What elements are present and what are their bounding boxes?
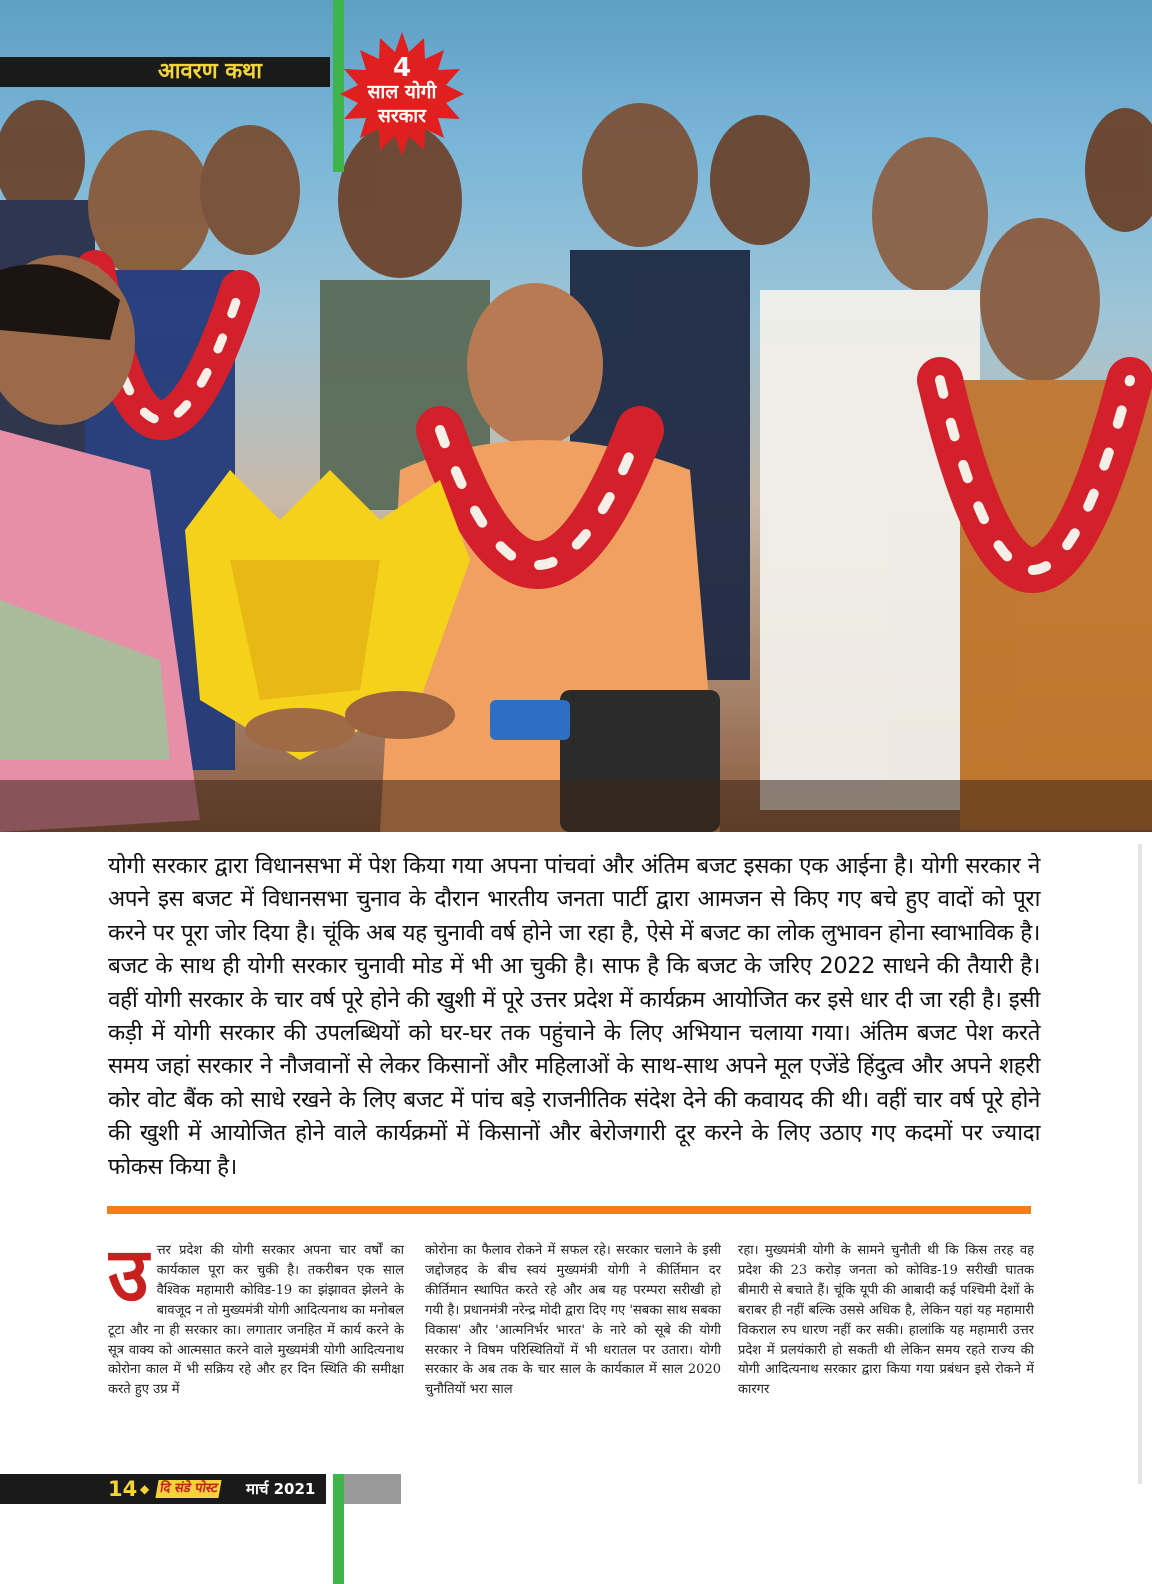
issue-date: मार्च 2021 <box>246 1480 316 1498</box>
article-column-1 <box>108 1241 404 1453</box>
badge-number: 4 <box>392 53 412 83</box>
badge-line-2: सरकार <box>378 105 426 127</box>
gray-footer-block <box>344 1474 401 1504</box>
column-1-text: त्तर प्रदेश की योगी सरकार अपना चार वर्षों का कार्यकाल पूरा कर चुकी है। तकरीबन एक साल वैश्विक महामारी कोविड-19 का झंझावत झेलने के बावजूद न तो मुख्यमंत्री योगी आदित्यनाथ का मनोबल टूटा और ना ही सरकार का। लगातार जनहित में कार्य करने के सूत्र वाक्य को आत्मसात करने वाले मुख्यमंत्री योगी आदित्यनाथ कोरोना काल में भी सक्रिय रहे और हर दिन स्थिति की समीक्षा करते हुए उप्र में <box>108 1243 404 1398</box>
orange-divider <box>107 1206 1031 1214</box>
badge-line-1: साल योगी <box>367 81 437 103</box>
dropcap: उ <box>108 1241 149 1318</box>
page-footer <box>0 1474 326 1504</box>
article-column-3 <box>738 1241 1034 1453</box>
section-label: आवरण कथा <box>0 57 330 87</box>
intro-paragraph: योगी सरकार द्वारा विधानसभा में पेश किया गया अपना पांचवां और अंतिम बजट इसका एक आईना है। योगी सरकार ने अपने इस बजट में विधानसभा चुनाव के दौरान भारतीय जनता पार्टी द्वारा आमजन से किए गए बचे हुए वादों को पूरा करने पर पूरा जोर दिया है। चूंकि अब यह चुनावी वर्ष होने जा रहा है, ऐसे में बजट का लोक लुभावन होना स्वाभाविक है। बजट के साथ ही योगी सरकार चुनावी मोड में भी आ चुकी है। साफ है कि बजट के जरिए 2022 साधने की तैयारी है। वहीं योगी सरकार के चार वर्ष पूरे होने की खुशी में पूरे उत्तर प्रदेश में कार्यक्रम आयोजित कर इसे धार दी जा रही है। इसी कड़ी में योगी सरकार की उपलब्धियों को घर-घर तक पहुंचाने के लिए अभियान चलाया गया। अंतिम बजट पेश करते समय जहां सरकार ने नौजवानों से लेकर किसानों और महिलाओं के साथ-साथ अपने मूल एजेंडे हिंदुत्व और अपने शहरी कोर वोट बैंक को साधे रखने के लिए बजट में पांच बड़े राजनीतिक संदेश देने की कवायद की थी। वहीं चार वर्ष पूरे होने की खुशी में आयोजित होने वाले कार्यक्रमों में किसानों और बेरोजगारी दूर करने के लिए उठाए गए कदमों पर ज्यादा फोकस किया है। <box>108 853 1040 1180</box>
column-2-text: कोरोना का फैलाव रोकने में सफल रहे। सरकार चलाने के इसी जद्दोजहद के बीच स्वयं मुख्यमंत्री योगी ने कीर्तिमान दर कीर्तिमान स्थापित करते रहे और अब यह परम्परा सरीखी हो गयी है। प्रधानमंत्री नरेन्द्र मोदी द्वारा दिए गए 'सबका साथ सबका विकास' और 'आत्मनिर्भर भारत' के नारे को सूबे की योगी सरकार ने विषम परिस्थितियों में भी धरातल पर उतारा। योगी सरकार के अब तक के चार साल के कार्यकाल में साल 2020 चुनौतियों भरा साल <box>425 1243 721 1398</box>
green-accent-rule-bottom <box>333 1474 344 1584</box>
page-number: 14 <box>108 1477 138 1501</box>
column-3-text: रहा। मुख्यमंत्री योगी के सामने चुनौती थी कि किस तरह वह प्रदेश की 23 करोड़ जनता को कोविड-19 सरीखी घातक बीमारी से बचाते हैं। चूंकि यूपी की आबादी कई पश्चिमी देशों के बराबर ही नहीं बल्कि उससे अधिक है, लेकिन यहां यह महामारी विकराल रुप धारण नहीं कर सकी। हालांकि यह महामारी उत्तर प्रदेश में प्रलयंकारी हो सकती थी लेकिन समय रहते राज्य की योगी आदित्यनाथ सरकार द्वारा किया गया प्रबंधन इसे रोकने में कारगर <box>738 1243 1034 1398</box>
article-column-2 <box>425 1241 721 1453</box>
badge-text <box>340 53 464 128</box>
magazine-logo: दि संडे पोस्ट <box>155 1480 222 1498</box>
diamond-separator-icon: ◆ <box>140 1482 150 1496</box>
page-edge-shadow <box>1138 844 1142 1484</box>
central-figure-head <box>467 283 603 447</box>
